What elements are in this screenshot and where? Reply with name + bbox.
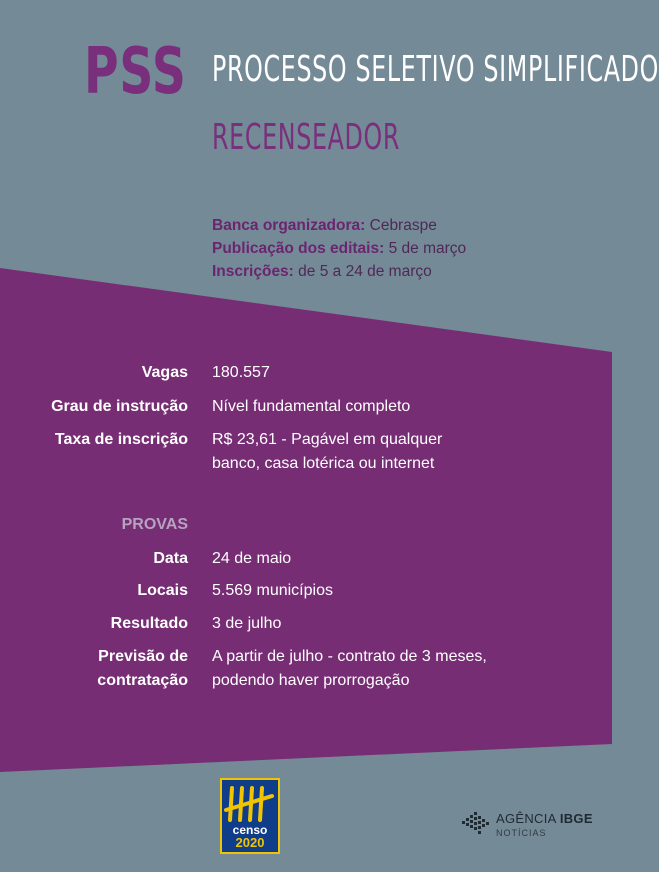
page-title: PROCESSO SELETIVO SIMPLIFICADO <box>212 49 659 90</box>
info-block <box>212 214 466 283</box>
censo-2020-logo <box>220 778 280 854</box>
censo-year: 2020 <box>235 835 265 850</box>
previsao-label <box>97 645 188 693</box>
tally-marks-icon <box>224 782 276 824</box>
provas-heading: PROVAS <box>121 516 188 533</box>
banca-label: Banca organizadora: <box>212 217 366 234</box>
resultado-label: Resultado <box>110 615 188 632</box>
publicacao-value: 5 de março <box>388 240 467 257</box>
data-value: 24 de maio <box>212 550 292 567</box>
locais-label: Locais <box>137 582 188 599</box>
previsao-label-line2: contratação <box>97 672 188 689</box>
publicacao-label: Publicação dos editais: <box>212 240 385 257</box>
agencia-word: AGÊNCIA <box>496 811 556 826</box>
censo-text: censo <box>232 823 268 837</box>
grau-label: Grau de instrução <box>51 398 188 415</box>
taxa-value <box>212 428 542 476</box>
ibge-mark-icon <box>462 812 490 836</box>
publicacao-line <box>212 237 466 260</box>
previsao-value <box>212 645 542 693</box>
grau-value: Nível fundamental completo <box>212 398 411 415</box>
inscricoes-label: Inscrições: <box>212 263 294 280</box>
vagas-label: Vagas <box>141 364 188 381</box>
taxa-value-line1: R$ 23,61 - Pagável em qualquer <box>212 431 443 448</box>
taxa-value-line2: banco, casa lotérica ou internet <box>212 455 435 472</box>
vagas-value: 180.557 <box>212 364 270 381</box>
inscricoes-value: de 5 a 24 de março <box>298 263 432 280</box>
previsao-value-line1: A partir de julho - contrato de 3 meses, <box>212 648 487 665</box>
banca-value: Cebraspe <box>369 217 437 234</box>
acronym: PSS <box>84 35 187 109</box>
previsao-value-line2: podendo haver prorrogação <box>212 672 410 689</box>
noticias-word: NOTÍCIAS <box>496 828 547 838</box>
banca-line <box>212 214 466 237</box>
page-subtitle: RECENSEADOR <box>212 117 401 158</box>
agencia-title <box>496 811 593 826</box>
resultado-value: 3 de julho <box>212 615 282 632</box>
previsao-label-line1: Previsão de <box>98 648 188 665</box>
ibge-word: IBGE <box>559 811 593 826</box>
inscricoes-line <box>212 260 466 283</box>
data-label: Data <box>153 550 188 567</box>
locais-value: 5.569 municípios <box>212 582 333 599</box>
taxa-label: Taxa de inscrição <box>54 431 188 448</box>
